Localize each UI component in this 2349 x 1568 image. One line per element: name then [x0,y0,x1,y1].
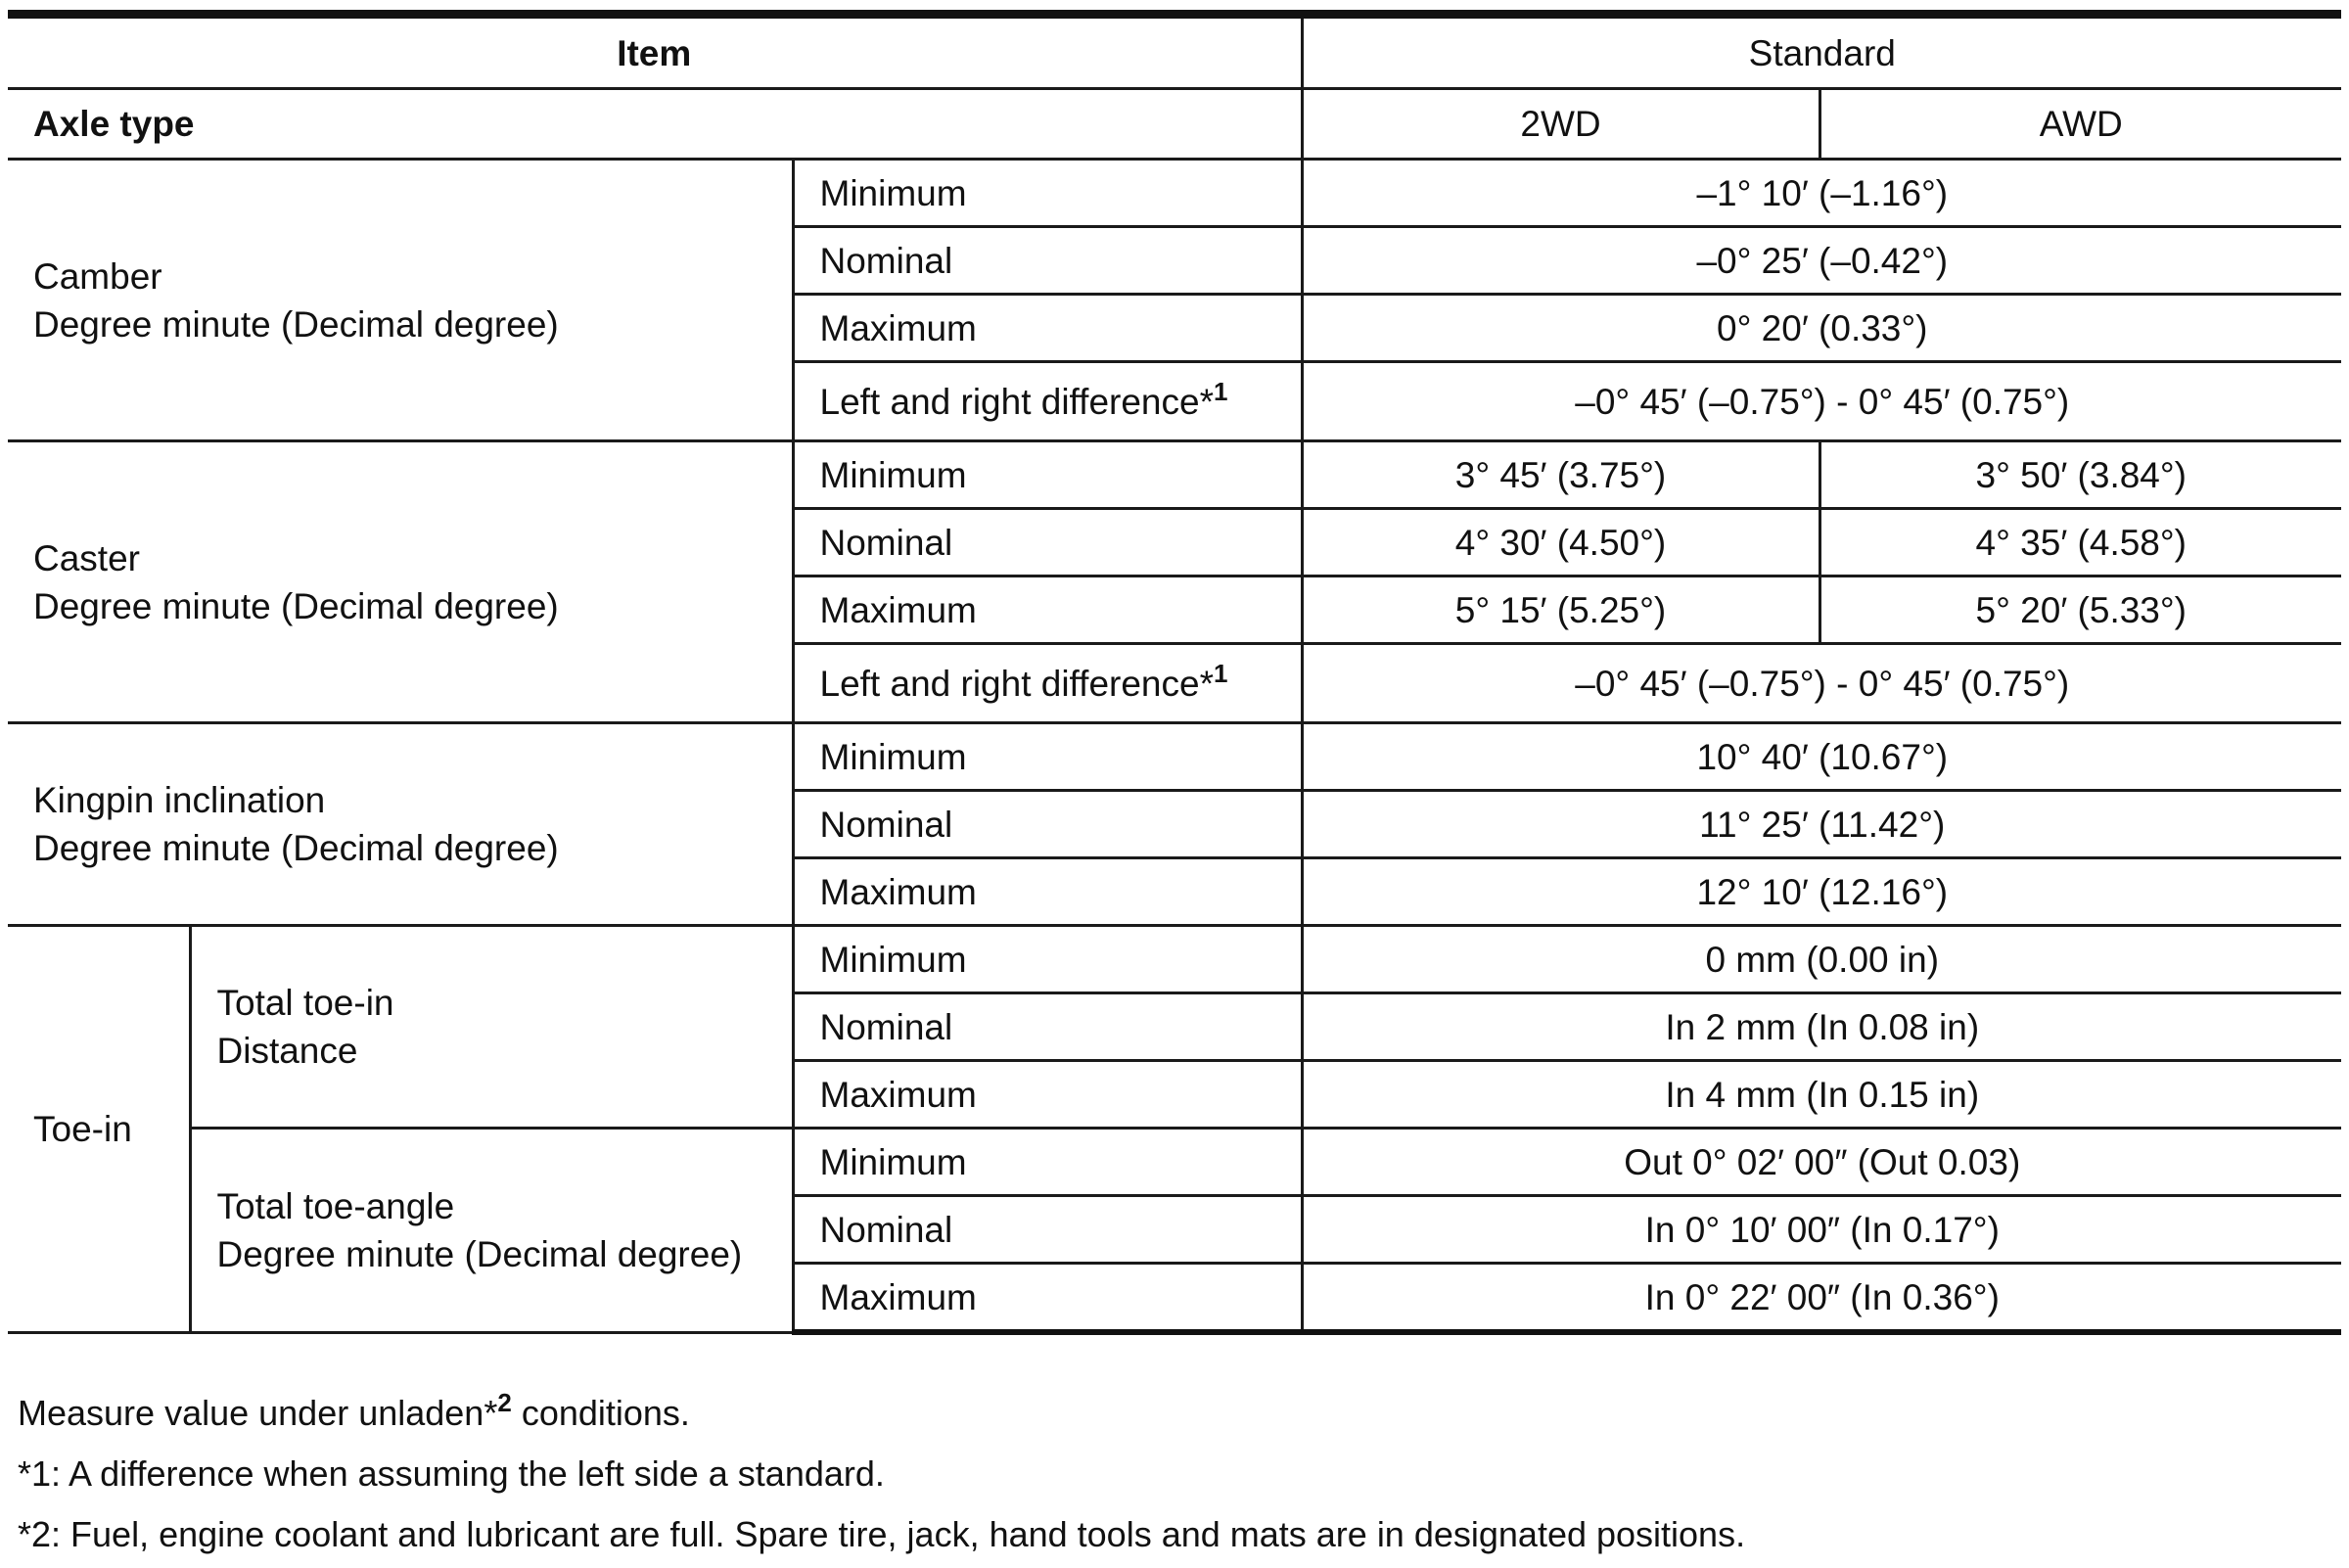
measure-note [18,1383,1745,1444]
caster-item-cell [8,441,793,723]
camber-value-nominal: –0° 25′ (–0.42°) [1302,227,2341,295]
toe-distance-level-nominal: Nominal [793,993,1302,1061]
camber-level-maximum: Maximum [793,295,1302,362]
table-row [8,926,2341,993]
camber-value-maximum: 0° 20′ (0.33°) [1302,295,2341,362]
toe-angle-value-nominal: In 0° 10′ 00″ (In 0.17°) [1302,1196,2341,1264]
toe-distance-title: Total toe-in [216,983,394,1023]
caster-2wd-nominal: 4° 30′ (4.50°) [1302,509,1819,576]
toe-angle-cell [190,1129,793,1333]
caster-level-maximum: Maximum [793,576,1302,644]
camber-title: Camber [33,255,162,297]
caster-awd-maximum: 5° 20′ (5.33°) [1819,576,2341,644]
caster-unit: Degree minute (Decimal degree) [33,585,559,626]
kingpin-level-minimum: Minimum [793,723,1302,791]
measure-note-suffix: conditions. [511,1393,690,1433]
toe-distance-level-minimum: Minimum [793,926,1302,993]
wheel-alignment-spec-table [8,10,2341,1335]
toe-angle-level-nominal: Nominal [793,1196,1302,1264]
table-row [8,160,2341,227]
toe-angle-unit: Degree minute (Decimal degree) [216,1233,743,1274]
caster-level-difference [793,644,1302,723]
camber-value-minimum: –1° 10′ (–1.16°) [1302,160,2341,227]
toe-angle-title: Total toe-angle [216,1185,455,1226]
footnote-marker: 2 [497,1388,512,1417]
toe-distance-level-maximum: Maximum [793,1061,1302,1129]
camber-unit: Degree minute (Decimal degree) [33,303,559,345]
table-row [8,441,2341,509]
toe-distance-unit: Distance [216,1031,358,1071]
axle-type-label: Axle type [8,89,1302,160]
kingpin-value-nominal: 11° 25′ (11.42°) [1302,791,2341,858]
footnote-2: *2: Fuel, engine coolant and lubricant are full. Spare tire, jack, hand tools and mats are in designated positions. [18,1514,1746,1554]
toe-distance-value-maximum: In 4 mm (In 0.15 in) [1302,1061,2341,1129]
footnote-marker: 1 [1213,376,1228,406]
table-row [8,723,2341,791]
kingpin-title: Kingpin inclination [33,780,326,820]
table-row [8,1129,2341,1196]
axle-type-row [8,89,2341,160]
kingpin-level-nominal: Nominal [793,791,1302,858]
toe-angle-level-minimum: Minimum [793,1129,1302,1196]
caster-value-difference: –0° 45′ (–0.75°) - 0° 45′ (0.75°) [1302,644,2341,723]
table-header-row [8,15,2341,89]
item-header: Item [8,15,1302,89]
camber-value-difference: –0° 45′ (–0.75°) - 0° 45′ (0.75°) [1302,362,2341,441]
caster-awd-minimum: 3° 50′ (3.84°) [1819,441,2341,509]
caster-level-minimum: Minimum [793,441,1302,509]
axle-2wd-header: 2WD [1302,89,1819,160]
caster-awd-nominal: 4° 35′ (4.58°) [1819,509,2341,576]
caster-2wd-minimum: 3° 45′ (3.75°) [1302,441,1819,509]
toe-angle-level-maximum: Maximum [793,1264,1302,1333]
caster-2wd-maximum: 5° 15′ (5.25°) [1302,576,1819,644]
toe-angle-value-minimum: Out 0° 02′ 00″ (Out 0.03) [1302,1129,2341,1196]
toe-distance-value-minimum: 0 mm (0.00 in) [1302,926,2341,993]
camber-level-nominal: Nominal [793,227,1302,295]
toe-in-item-cell: Toe-in [8,926,190,1333]
caster-title: Caster [33,537,140,578]
axle-awd-header: AWD [1819,89,2341,160]
kingpin-level-maximum: Maximum [793,858,1302,926]
camber-difference-label: Left and right difference* [819,381,1214,422]
caster-level-nominal: Nominal [793,509,1302,576]
footnote-marker: 1 [1213,658,1228,688]
footnote-1: *1: A difference when assuming the left side a standard. [18,1453,885,1494]
kingpin-item-cell [8,723,793,926]
kingpin-unit: Degree minute (Decimal degree) [33,828,559,868]
footnotes [18,1383,1745,1565]
toe-distance-cell [190,926,793,1129]
kingpin-value-minimum: 10° 40′ (10.67°) [1302,723,2341,791]
caster-difference-label: Left and right difference* [819,663,1214,704]
kingpin-value-maximum: 12° 10′ (12.16°) [1302,858,2341,926]
camber-level-difference [793,362,1302,441]
camber-level-minimum: Minimum [793,160,1302,227]
toe-angle-value-maximum: In 0° 22′ 00″ (In 0.36°) [1302,1264,2341,1333]
camber-item-cell [8,160,793,441]
measure-note-text: Measure value under unladen* [18,1393,498,1433]
toe-distance-value-nominal: In 2 mm (In 0.08 in) [1302,993,2341,1061]
standard-header: Standard [1302,15,2341,89]
